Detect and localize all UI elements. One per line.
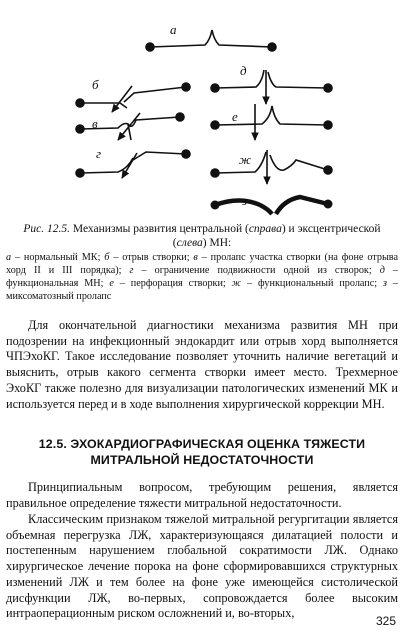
- diagram-e-perforation: [211, 104, 332, 140]
- figure-legend: [6, 251, 398, 303]
- legend-letter: г: [129, 265, 134, 276]
- legend-text: – нормальный МК;: [11, 252, 105, 263]
- label-e: е: [232, 109, 238, 124]
- figure-caption: [6, 222, 398, 250]
- label-z: з: [242, 193, 248, 208]
- caption-text-3: ) МН:: [202, 237, 232, 249]
- label-b: б: [92, 77, 99, 92]
- legend-text: – функциональная МН;: [6, 265, 398, 289]
- legend-text: – отрыв створки;: [109, 252, 194, 263]
- legend-text: – перфорация створки;: [113, 278, 232, 289]
- body-paragraph-2: Принципиальным вопросом, требующим решения, является правильное определение тяжести митральной недостаточности.: [6, 480, 398, 510]
- label-g: г: [96, 146, 102, 161]
- diagram-a-normal-valve: [146, 30, 276, 51]
- caption-text-1: Механизмы развития центральной (: [70, 223, 249, 235]
- page-number: 325: [375, 614, 396, 628]
- legend-letter: ж: [231, 278, 242, 289]
- mitral-regurgitation-mechanisms-figure: [0, 0, 404, 222]
- body-paragraph-1: Для окончательной диагностики механизма развития МН при подозрении на инфекционный эндокардит или отрыв хорд выполняется ЧПЭхоКГ. Такое исследование позволяет уточнить наличие вегетаций и выяснить, отрыв какого сегмента створки имеет место. Трехмерное ЭхоКГ также полезно для визуализации патологических изменений МК и используется перед и в ходе выполнения хирургической коррекции МН.: [6, 318, 398, 411]
- legend-letter: е: [109, 278, 114, 289]
- caption-text-2: ) и эксцентрической (: [172, 223, 381, 249]
- legend-letter: в: [193, 252, 198, 263]
- caption-left: слева: [176, 237, 203, 249]
- legend-text: – функциональный пролапс;: [241, 278, 384, 289]
- legend-text: – миксоматозный пролапс: [6, 278, 398, 302]
- label-a: а: [170, 22, 177, 37]
- label-zh: ж: [239, 152, 252, 167]
- diagram-d-functional: [211, 70, 332, 104]
- legend-text: – пролапс участка створки (на фоне отрыва хорд II и III порядка);: [6, 252, 398, 276]
- legend-letter: д: [379, 265, 385, 276]
- diagram-z-myxomatous-prolapse: [211, 197, 332, 214]
- figure-number: Рис. 12.5.: [23, 223, 71, 235]
- diagram-g-restricted-leaflet: [76, 150, 190, 178]
- label-v: в: [92, 116, 98, 131]
- label-d: д: [240, 63, 247, 78]
- legend-letter: б: [104, 252, 110, 263]
- caption-right: справа: [248, 223, 282, 235]
- body-paragraph-3: Классическим признаком тяжелой митральной регургитации является объемная перегрузка ЛЖ, характеризующаяся дилатацией полости и постепенным нарушением глобальной сократимости ЛЖ. Однако хирургическое лечение порока на фоне сформировавшихся структурных изменений ЛЖ и тем более на фоне уже имеющейся систолической дисфункции ЛЖ, во-первых, сопровождается более высоким интраоперационным риском осложнений и, во-вторых,: [6, 512, 398, 621]
- section-heading: 12.5. ЭХОКАРДИОГРАФИЧЕСКАЯ ОЦЕНКА ТЯЖЕСТИ МИТРАЛЬНОЙ НЕДОСТАТОЧНОСТИ: [38, 437, 366, 467]
- legend-text: – ограничение подвижности одной из створок;: [133, 265, 380, 276]
- diagram-zh-functional-prolapse: [211, 150, 332, 184]
- legend-letter: а: [6, 252, 12, 263]
- legend-letter: з: [383, 278, 387, 289]
